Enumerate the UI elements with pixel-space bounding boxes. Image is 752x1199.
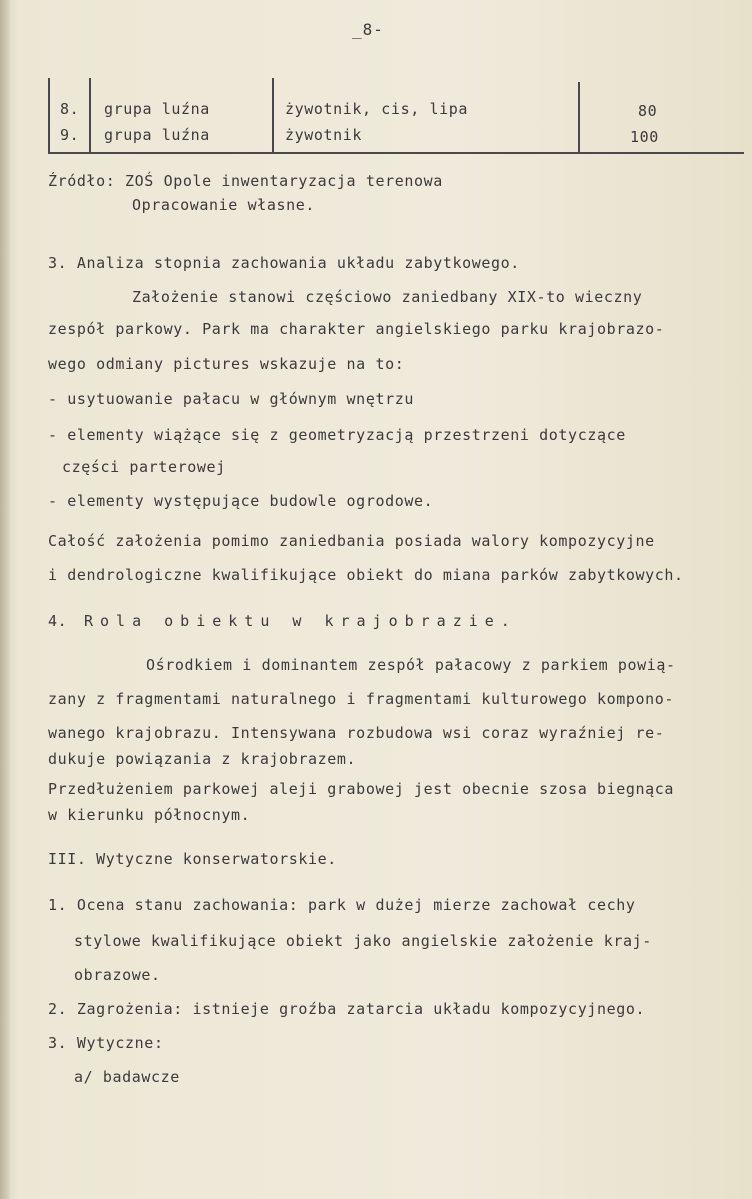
section-4-heading: Rola obiektu w krajobrazie. — [84, 612, 517, 630]
paragraph-line: w kierunku północnym. — [48, 806, 251, 824]
binding-edge — [0, 0, 10, 1199]
list-item: - elementy występujące budowle ogrodowe. — [48, 492, 434, 510]
table-col-divider-3 — [578, 82, 580, 152]
table-cell-species: żywotnik, cis, lipa — [285, 100, 468, 118]
guideline-item: 3. Wytyczne: — [48, 1034, 164, 1052]
paragraph-line: dukuje powiązania z krajobrazem. — [48, 750, 357, 768]
table-col-divider-2 — [272, 78, 274, 152]
section-3-heading: 3. Analiza stopnia zachowania układu zabytkowego. — [48, 254, 520, 272]
paragraph-line: i dendrologiczne kwalifikujące obiekt do miana parków zabytkowych. — [48, 566, 684, 584]
guideline-item-continuation: obrazowe. — [74, 966, 161, 984]
paragraph-line: zany z fragmentami naturalnego i fragmentami kulturowego kompono- — [48, 690, 674, 708]
list-item-continuation: części parterowej — [62, 458, 226, 476]
section-iii-heading: III. Wytyczne konserwatorskie. — [48, 850, 337, 868]
paragraph-line: Założenie stanowi częściowo zaniedbany XIX-to wieczny — [132, 288, 643, 306]
guideline-item-continuation: stylowe kwalifikujące obiekt jako angielskie założenie kraj- — [74, 932, 652, 950]
table-cell-type: grupa luźna — [104, 126, 210, 144]
table-cell-no: 8. — [60, 100, 80, 118]
source-note: Opracowanie własne. — [132, 196, 315, 214]
table-border-left — [48, 78, 50, 152]
list-item: - elementy wiążące się z geometryzacją przestrzeni dotyczące — [48, 426, 626, 444]
table-col-divider-1 — [89, 78, 91, 152]
paragraph-line: wanego krajobrazu. Intensywana rozbudowa wsi coraz wyraźniej re- — [48, 724, 665, 742]
guideline-item: 2. Zagrożenia: istnieje groźba zatarcia układu kompozycyjnego. — [48, 1000, 646, 1018]
page-number: _8- — [352, 20, 384, 39]
guideline-subitem: a/ badawcze — [74, 1068, 180, 1086]
table-cell-type: grupa luźna — [104, 100, 210, 118]
paragraph-line: Przedłużeniem parkowej aleji grabowej jest obecnie szosa biegnąca — [48, 780, 674, 798]
table-cell-species: żywotnik — [285, 126, 363, 144]
table-bottom-border — [48, 152, 744, 154]
table-cell-count: 100 — [630, 128, 659, 146]
paragraph-line: wego odmiany pictures wskazuje na to: — [48, 355, 405, 373]
table-cell-count: 80 — [638, 102, 658, 120]
guideline-item: 1. Ocena stanu zachowania: park w dużej mierze zachował cechy — [48, 896, 636, 914]
paragraph-line: zespół parkowy. Park ma charakter angielskiego parku krajobrazo- — [48, 320, 665, 338]
source-line: Źródło: ZOŚ Opole inwentaryzacja terenowa — [48, 172, 443, 190]
table-cell-no: 9. — [60, 126, 80, 144]
section-4-number: 4. — [48, 612, 68, 630]
paragraph-line: Całość założenia pomimo zaniedbania posiada walory kompozycyjne — [48, 532, 655, 550]
paragraph-line: Ośrodkiem i dominantem zespół pałacowy z parkiem powią- — [146, 656, 676, 674]
list-item: - usytuowanie pałacu w głównym wnętrzu — [48, 390, 414, 408]
